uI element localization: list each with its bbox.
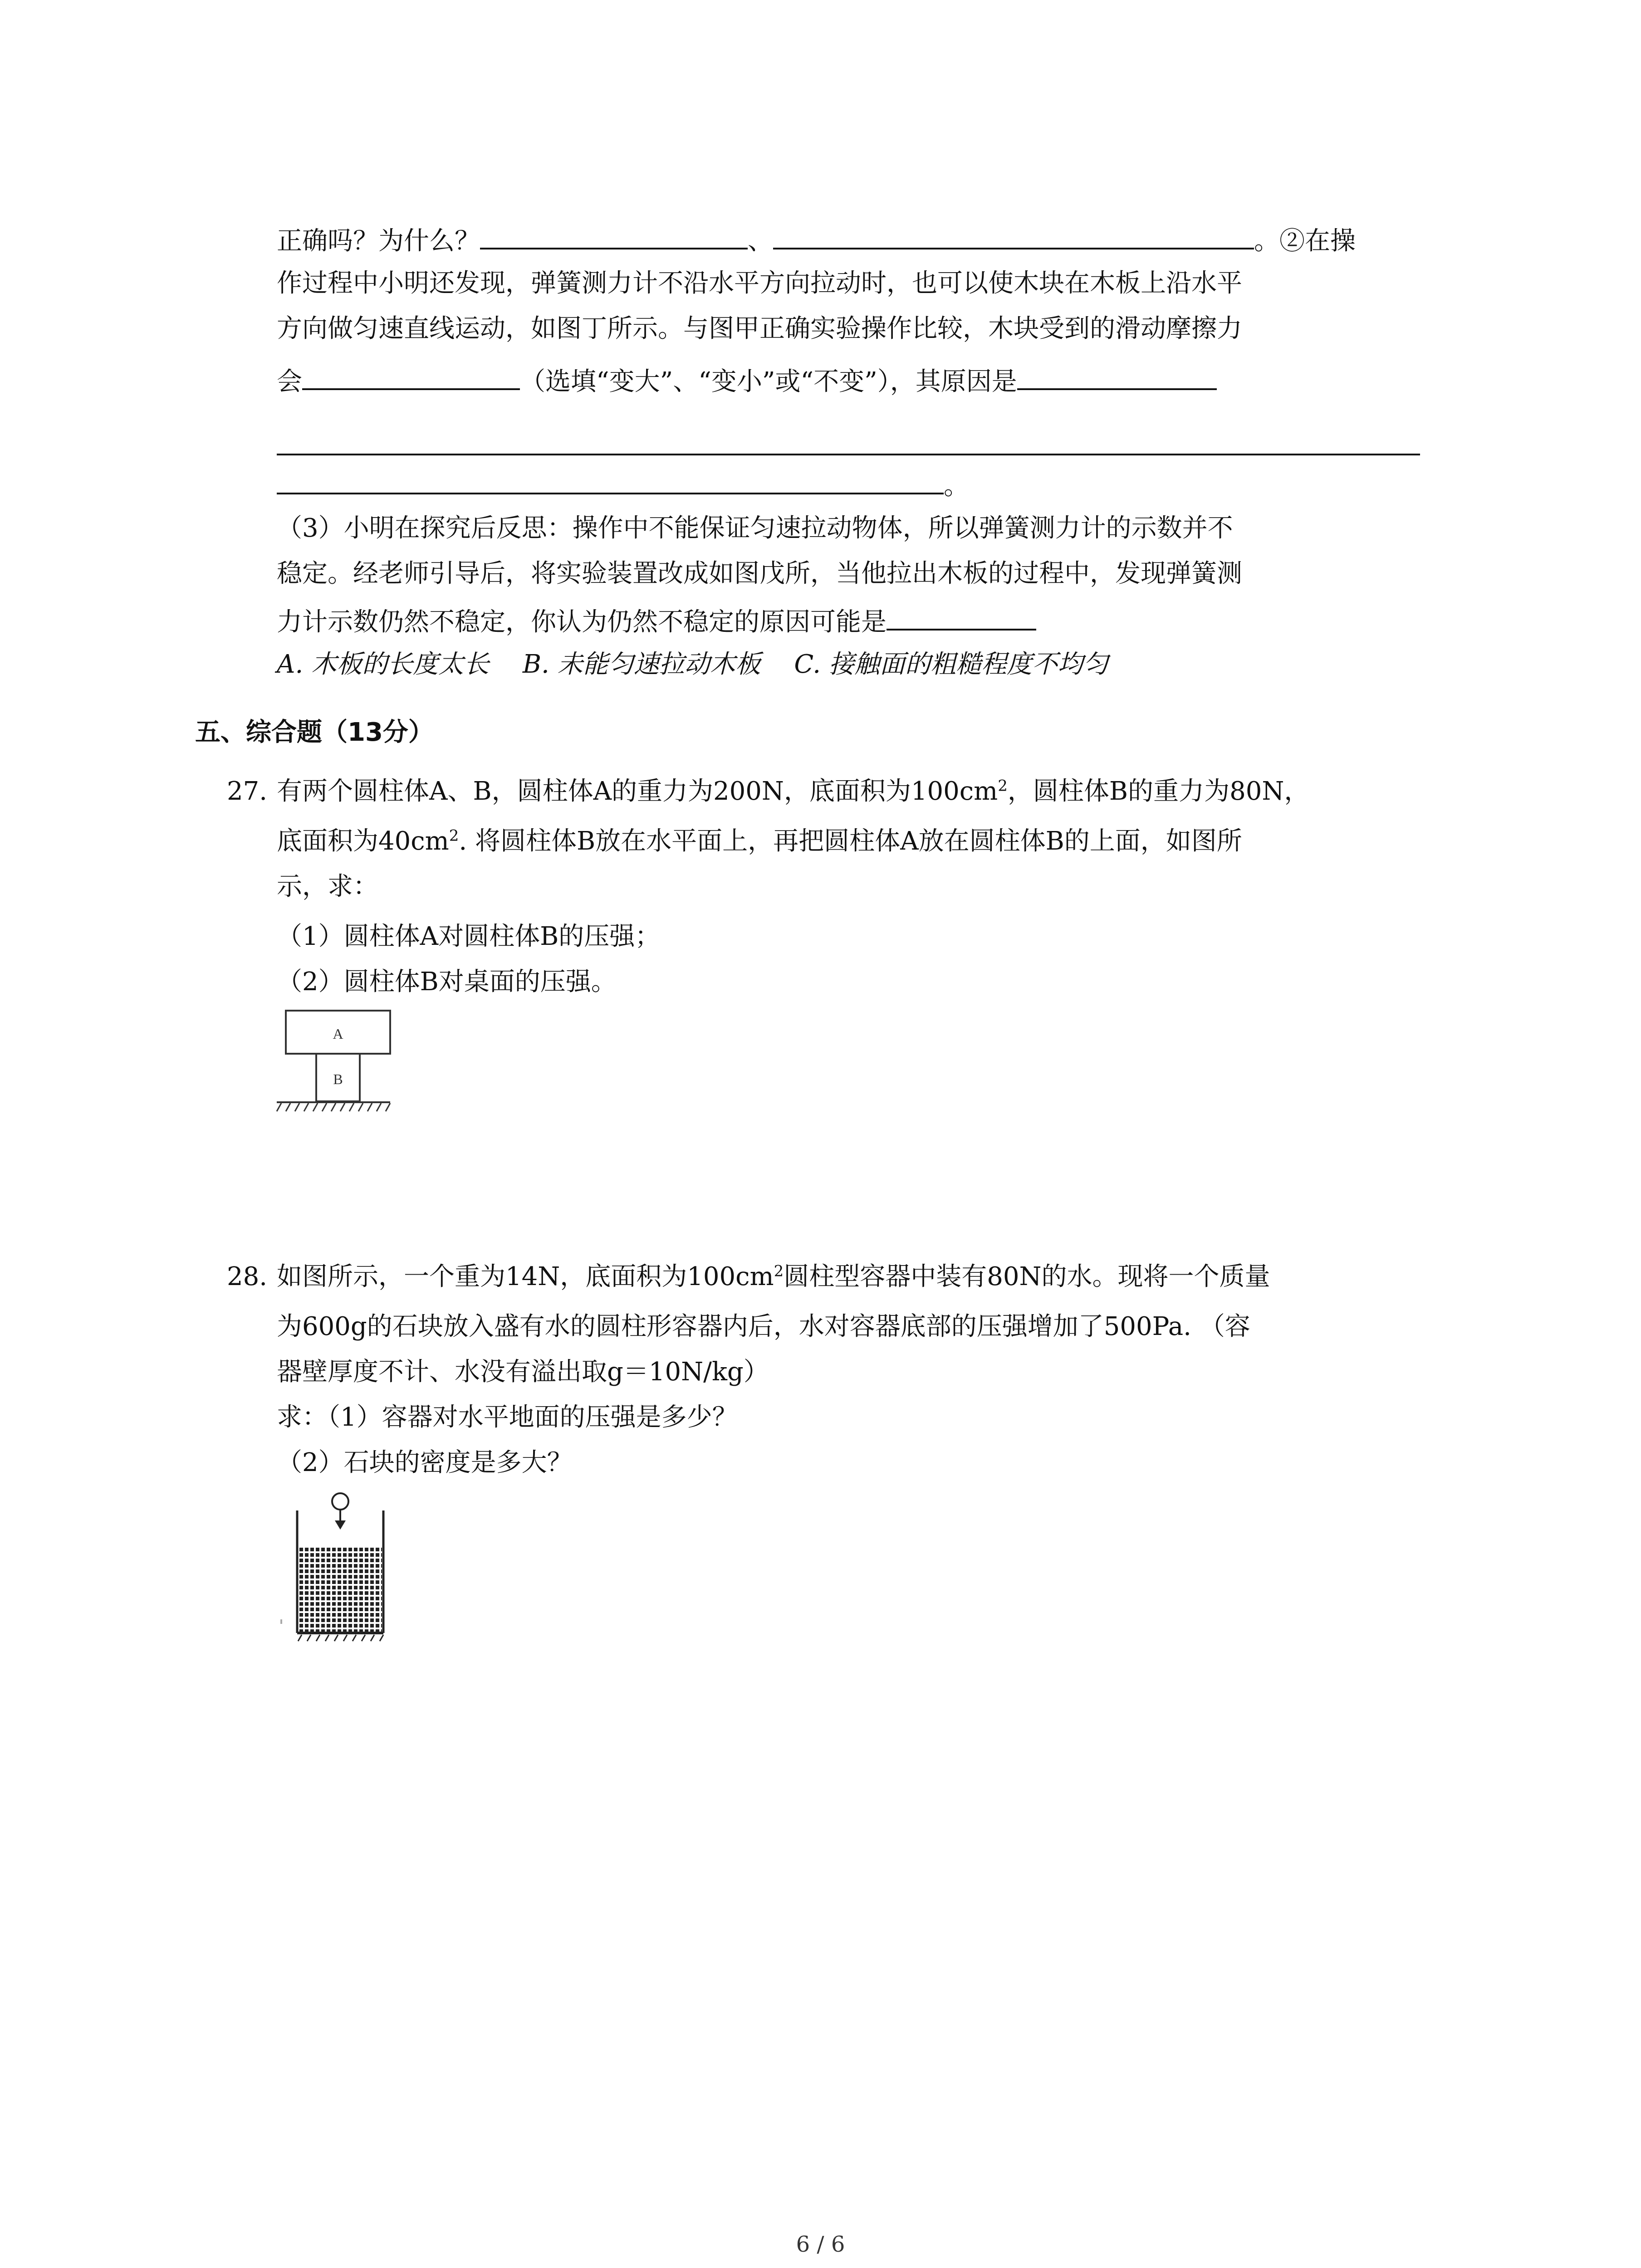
container-figure <box>272 1488 408 1651</box>
q3-line-3 <box>277 603 1036 638</box>
answer-blank[interactable] <box>302 363 520 390</box>
page-number: 6 / 6 <box>796 2232 845 2257</box>
superscript: 2 <box>998 777 1008 795</box>
label-a: A <box>333 1026 343 1042</box>
cylinders-figure <box>272 1007 408 1125</box>
q27-sub-2: （2）圆柱体B对桌面的压强。 <box>277 967 617 997</box>
prev-line-1 <box>277 222 1356 257</box>
q28-line-2: 为600g的石块放入盛有水的圆柱形容器内后，水对容器底部的压强增加了500Pa. （容 <box>277 1312 1250 1341</box>
text: 底面积为40cm <box>277 826 449 856</box>
prev-line-6 <box>277 467 969 502</box>
text: ，圆柱体B的重力为80N， <box>1007 777 1310 806</box>
q27-sub-1: （1）圆柱体A对圆柱体B的压强； <box>277 922 661 951</box>
text: 圆柱型容器中装有80N的水。现将一个质量 <box>784 1262 1270 1291</box>
q27-number: 27. <box>227 777 268 806</box>
q3-options: A. 木板的长度太长 B. 未能匀速拉动木板 C. 接触面的粗糙程度不均匀 <box>277 650 1108 679</box>
q27-line-1 <box>277 776 1309 807</box>
q28-number: 28. <box>227 1262 268 1291</box>
text: 、 <box>748 226 773 256</box>
prev-line-2: 作过程中小明还发现，弹簧测力计不沿水平方向拉动时，也可以使木块在木板上沿水平 <box>277 269 1242 298</box>
text: . 将圆柱体B放在水平面上，再把圆柱体A放在圆柱体B的上面，如图所 <box>459 826 1242 856</box>
text: 会 <box>277 367 302 396</box>
answer-blank[interactable] <box>887 603 1036 631</box>
q27-line-3: 示，求： <box>277 872 378 901</box>
answer-blank[interactable] <box>277 467 944 494</box>
q28-line-3: 器壁厚度不计、水没有溢出取g＝10N/kg） <box>277 1357 769 1387</box>
q27-line-2 <box>277 826 1242 857</box>
answer-blank[interactable] <box>1017 363 1217 390</box>
ground-hatch <box>277 1103 390 1111</box>
arrow-head <box>335 1520 346 1530</box>
q28-sub-2: （2）石块的密度是多大？ <box>277 1448 573 1477</box>
label-b: B <box>333 1071 343 1087</box>
q28-sub-1: 求：（1）容器对水平地面的压强是多少？ <box>277 1403 738 1432</box>
superscript: 2 <box>774 1262 784 1281</box>
text: 有两个圆柱体A、B，圆柱体A的重力为200N，底面积为100cm <box>277 777 998 806</box>
text: 。②在操 <box>1254 226 1356 256</box>
prev-line-4 <box>277 363 1217 398</box>
text: 。 <box>944 471 969 501</box>
answer-line[interactable] <box>277 454 1420 455</box>
q3-line-1: （3）小明在探究后反思：操作中不能保证匀速拉动物体，所以弹簧测力计的示数并不 <box>277 513 1233 543</box>
section-heading: 五、综合题（13分） <box>195 718 434 747</box>
ground-hatch <box>298 1635 383 1641</box>
text: 正确吗？为什么？ <box>277 226 480 256</box>
stone <box>332 1493 348 1510</box>
water <box>299 1547 382 1632</box>
answer-blank[interactable] <box>773 222 1254 249</box>
q3-line-2: 稳定。经老师引导后，将实验装置改成如图戊所，当他拉出木板的过程中，发现弹簧测 <box>277 559 1242 588</box>
superscript: 2 <box>449 826 459 845</box>
text: 如图所示，一个重为14N，底面积为100cm <box>277 1262 774 1291</box>
prev-line-3: 方向做匀速直线运动，如图丁所示。与图甲正确实验操作比较，木块受到的滑动摩擦力 <box>277 314 1242 343</box>
text: 力计示数仍然不稳定，你认为仍然不稳定的原因可能是 <box>277 607 887 637</box>
text: （选填“变大”、“变小”或“不变”），其原因是 <box>520 367 1017 396</box>
answer-blank[interactable] <box>480 222 748 249</box>
q28-line-1 <box>277 1261 1270 1293</box>
